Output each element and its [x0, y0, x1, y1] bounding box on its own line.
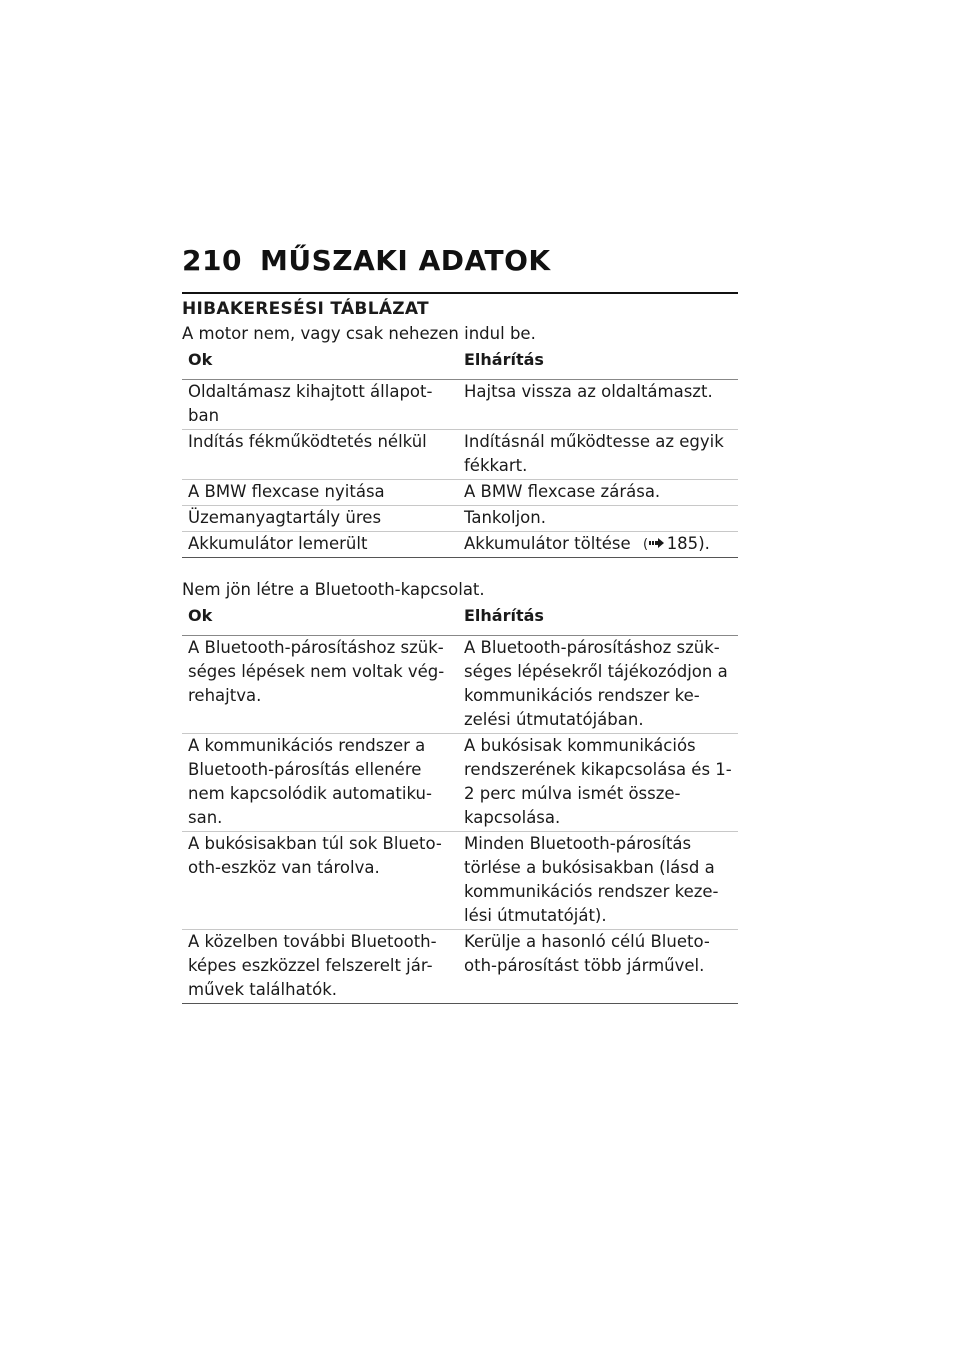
cause-cell: Oldaltámasz kihajtott állapot-ban: [182, 380, 458, 430]
page-header: [182, 244, 738, 277]
table-row: [182, 734, 738, 832]
section-title: HIBAKERESÉSI TÁBLÁZAT: [182, 299, 429, 319]
column-header-cause: Ok: [182, 347, 458, 380]
ref-close: ).: [698, 534, 710, 553]
problem-intro-2: Nem jön létre a Bluetooth-kapcsolat.: [182, 580, 485, 599]
column-header-cause: Ok: [182, 603, 458, 636]
cause-cell: A bukósisakban túl sok Blueto-oth-eszköz van tárolva.: [182, 832, 458, 930]
remedy-cell: Indításnál működtesse az egyik fékkart.: [458, 430, 738, 480]
remedy-cell: A bukósisak kommunikációs rendszerének kikapcsolása és 1-2 perc múlva ismét össze-kapcsolása.: [458, 734, 738, 832]
remedy-cell: Tankoljon.: [458, 506, 738, 532]
table-row: [182, 506, 738, 532]
remedy-cell: Minden Bluetooth-párosítás törlése a bukósisakban (lásd a kommunikációs rendszer keze-lési útmutatóját).: [458, 832, 738, 930]
header-rule: [182, 292, 738, 294]
table-row: [182, 430, 738, 480]
remedy-cell: Hajtsa vissza az oldaltámaszt.: [458, 380, 738, 430]
page-reference-arrow-icon[interactable]: [642, 533, 665, 550]
table-row: [182, 930, 738, 1004]
remedy-cell: A BMW flexcase zárása.: [458, 480, 738, 506]
column-header-remedy: Elhárítás: [458, 603, 738, 636]
remedy-cell: Kerülje a hasonló célú Blueto-oth-párosítást több járművel.: [458, 930, 738, 1004]
cause-cell: Indítás fékműködtetés nélkül: [182, 430, 458, 480]
cause-cell: A BMW flexcase nyitása: [182, 480, 458, 506]
table-row: [182, 380, 738, 430]
troubleshooting-table-bluetooth: [182, 603, 738, 1004]
remedy-cell: [458, 532, 738, 558]
table-row: [182, 636, 738, 734]
ref-paren: (: [642, 537, 648, 550]
column-header-remedy: Elhárítás: [458, 347, 738, 380]
cause-cell: A közelben további Bluetooth-képes eszközzel felszerelt jár-művek találhatók.: [182, 930, 458, 1004]
chapter-title: MŰSZAKI ADATOK: [260, 244, 551, 277]
page-reference-link[interactable]: 185: [666, 534, 699, 553]
table-row: [182, 480, 738, 506]
cause-cell: Üzemanyagtartály üres: [182, 506, 458, 532]
table-row: [182, 532, 738, 558]
main-content: [182, 298, 738, 1004]
page-number: 210: [182, 244, 242, 277]
cause-cell: Akkumulátor lemerült: [182, 532, 458, 558]
cause-cell: A Bluetooth-párosításhoz szük-séges lépések nem voltak vég-rehajtva.: [182, 636, 458, 734]
cause-cell: A kommunikációs rendszer a Bluetooth-párosítás ellenére nem kapcsolódik automatiku-san.: [182, 734, 458, 832]
table-header-row: [182, 603, 738, 636]
remedy-cell: A Bluetooth-párosításhoz szük-séges lépésekről tájékozódjon a kommunikációs rendszer ke-zelési útmutatójában.: [458, 636, 738, 734]
problem-intro-1: A motor nem, vagy csak nehezen indul be.: [182, 324, 536, 343]
remedy-text: Akkumulátor töltése: [464, 534, 631, 553]
troubleshooting-table-engine: [182, 347, 738, 558]
table-header-row: [182, 347, 738, 380]
table-row: [182, 832, 738, 930]
